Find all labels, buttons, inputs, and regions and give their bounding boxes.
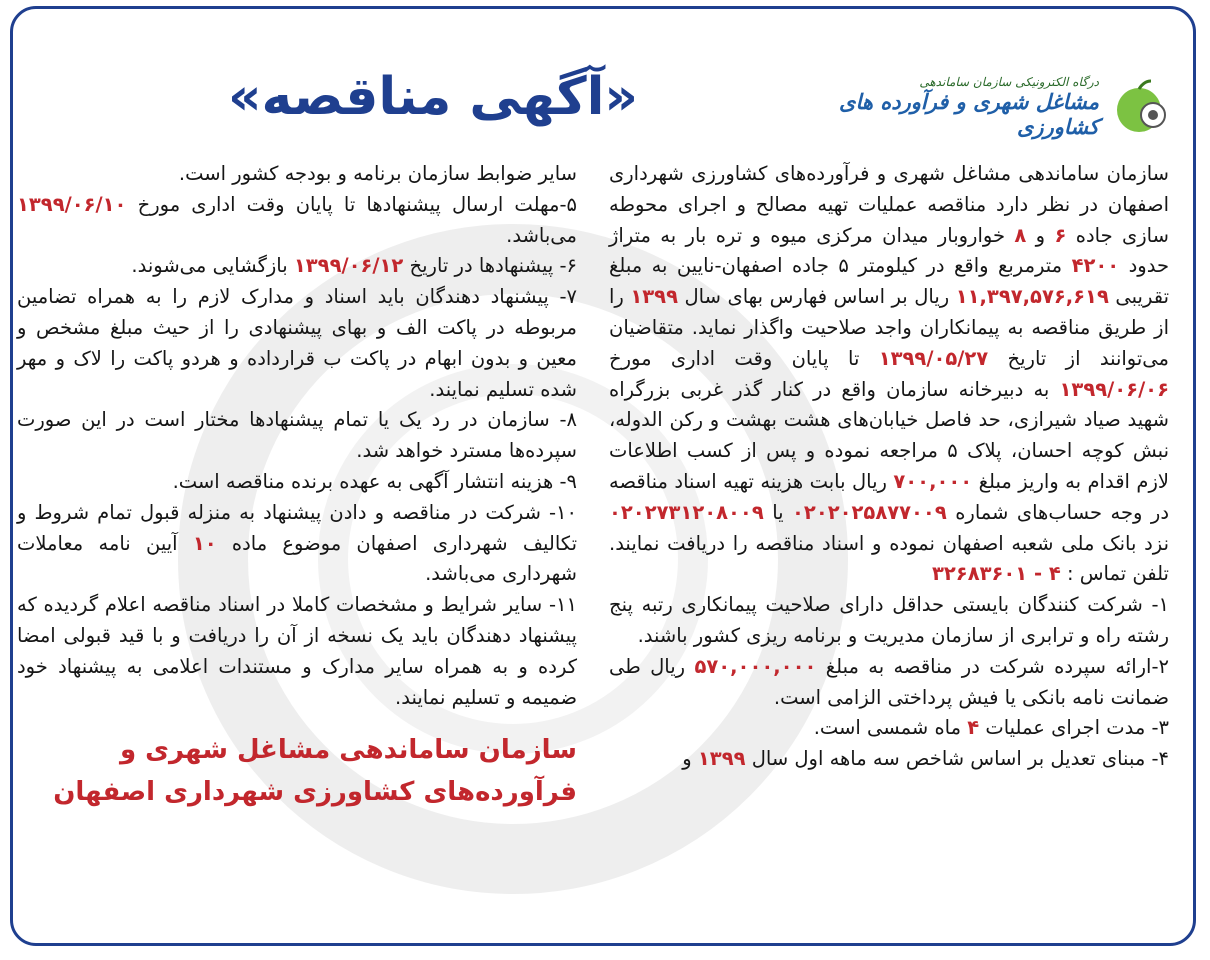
item-3: ۳- مدت اجرای عملیات ۴ ماه شمسی است.: [813, 716, 1169, 740]
highlight-date-to: ۱۳۹۹/۰۶/۰۶: [1059, 377, 1169, 401]
item-7: ۷- پیشنهاد دهندگان باید اسناد و مدارک لازم را به همراه تضامین مربوطه در پاکت الف و بهای پیشنهادی را از حیث مبلغ مشخص و معین و بدون ابهام در پاکت ب قرارداده و هردو پاکت را لاک و مهر شده تسلیم نمایند.: [17, 285, 577, 401]
highlight-duration: ۴: [967, 716, 980, 740]
item-9: ۹- هزینه انتشار آگهی به عهده برنده مناقصه است.: [172, 469, 577, 493]
highlight-area: ۴۲۰۰: [1071, 254, 1120, 278]
signature: سازمان ساماندهی مشاغل شهری و فرآورده‌های کشاورزی شهرداری اصفهان: [53, 735, 577, 808]
logo-subtitle: درگاه الکترونیکی سازمان ساماندهی: [919, 75, 1099, 89]
highlight-fee: ۷۰۰,۰۰۰: [893, 469, 973, 493]
highlight-phone: ۴ - ۳۲۶۸۳۶۰۱: [931, 562, 1061, 586]
logo-name: مشاغل شهری و فرآورده های کشاورزی: [839, 89, 1099, 139]
left-column: [17, 159, 577, 813]
highlight-date: ۱۳۹۹/۰۶/۱۲: [293, 254, 404, 278]
highlight-account: ۰۲۰۲۷۳۱۲۰۸۰۰۹: [609, 500, 764, 524]
item-4-continued: سایر ضوابط سازمان برنامه و بودجه کشور است.: [178, 162, 577, 185]
highlight-account: ۰۲۰۲۰۲۵۸۷۷۰۰۹: [792, 500, 947, 524]
item-8: ۸- سازمان در رد یک یا تمام پیشنهادها مختار است در این صورت سپرده‌ها مسترد خواهد شد.: [17, 408, 577, 463]
page-title: «آگهی مناقصه»: [227, 67, 639, 127]
item-11: ۱۱- سایر شرایط و مشخصات کاملا در اسناد مناقصه اعلام گردیده که پیشنهاد دهندگان باید یک نسخه از آن را دریافت و با قید قبولی امضا کرده و به همراه سایر مدارک و مستندات اعلامی به پیشنهاد خود ضمیمه و تسلیم نمایند.: [17, 593, 577, 709]
item-5: ۵-مهلت ارسال پیشنهادها تا پایان وقت اداری مورخ ۱۳۹۹/۰۶/۱۰ می‌باشد.: [17, 192, 577, 247]
item-10: ۱۰- شرکت در مناقصه و دادن پیشنهاد به منزله قبول تمام شروط و تکالیف شهرداری اصفهان موضوع ماده ۱۰ آیین نامه معاملات شهرداری می‌باشد.: [17, 500, 578, 586]
logo: [809, 67, 1169, 147]
highlight-number: ۱۰: [192, 531, 217, 555]
right-column: [609, 159, 1169, 775]
highlight-number: ۶: [1054, 223, 1067, 247]
header: [13, 49, 1199, 159]
highlight-number: ۸: [1014, 223, 1027, 247]
highlight-year: ۱۳۹۹: [630, 285, 678, 309]
highlight-estimate: ۱۱,۳۹۷,۵۷۶,۶۱۹: [955, 285, 1109, 309]
highlight-deposit: ۵۷۰,۰۰۰,۰۰۰: [694, 654, 817, 678]
intro-paragraph: سازمان ساماندهی مشاغل شهری و فرآورده‌های کشاورزی شهرداری اصفهان در نظر دارد مناقصه عملیات تهیه مصالح و اجرای محوطه سازی جاده ۶ و ۸ خواروبار میدان مرکزی میوه و تره بار به متراژ حدود ۴۲۰۰ مترمربع واقع در کیلومتر ۵ جاده اصفهان-نایین به مبلغ تقریبی ۱۱,۳۹۷,۵۷۶,۶۱۹ ریال بر اساس فهارس بهای سال ۱۳۹۹ را از طریق مناقصه به پیمانکاران واجد صلاحیت واگذار نماید. متقاضیان می‌توانند از تاریخ ۱۳۹۹/۰۵/۲۷ تا پایان وقت اداری مورخ ۱۳۹۹/۰۶/۰۶ به دبیرخانه سازمان واقع در کنار گذر غربی بزرگراه شهید صیاد شیرازی، حد فاصل خیابان‌های هشت بهشت و رکن الدوله، نبش کوچه احسان، پلاک ۵ مراجعه نموده و پس از کسب اطلاعات لازم اقدام به واریز مبلغ ۷۰۰,۰۰۰ ریال بابت هزینه تهیه اسناد مناقصه در وجه حساب‌های شماره ۰۲۰۲۰۲۵۸۷۷۰۰۹ یا ۰۲۰۲۷۳۱۲۰۸۰۰۹ نزد بانک ملی شعبه اصفهان نموده و اسناد مناقصه را دریافت نمایند. تلفن تماس : ۴ - ۳۲۶۸۳۶۰۱: [609, 162, 1170, 586]
item-4: ۴- مبنای تعدیل بر اساس شاخص سه ماهه اول سال ۱۳۹۹ و: [682, 747, 1169, 771]
item-1: ۱- شرکت کنندگان بایستی حداقل دارای صلاحیت پیمانکاری رتبه پنج رشته راه و ترابری از سازمان مدیریت و برنامه ریزی کشور باشند.: [609, 593, 1169, 647]
item-2: ۲-ارائه سپرده شرکت در مناقصه به مبلغ ۵۷۰,۰۰۰,۰۰۰ ریال طی ضمانت نامه بانکی یا فیش پرداختی الزامی است.: [609, 654, 1169, 709]
highlight-date-from: ۱۳۹۹/۰۵/۲۷: [878, 346, 989, 370]
notice-frame: [10, 6, 1196, 946]
highlight-date: ۱۳۹۹/۰۶/۱۰: [17, 192, 127, 216]
item-6: ۶- پیشنهادها در تاریخ ۱۳۹۹/۰۶/۱۲ بازگشایی می‌شوند.: [131, 254, 577, 278]
apple-gear-logo-icon: [1109, 77, 1169, 137]
highlight-year: ۱۳۹۹: [697, 747, 746, 771]
